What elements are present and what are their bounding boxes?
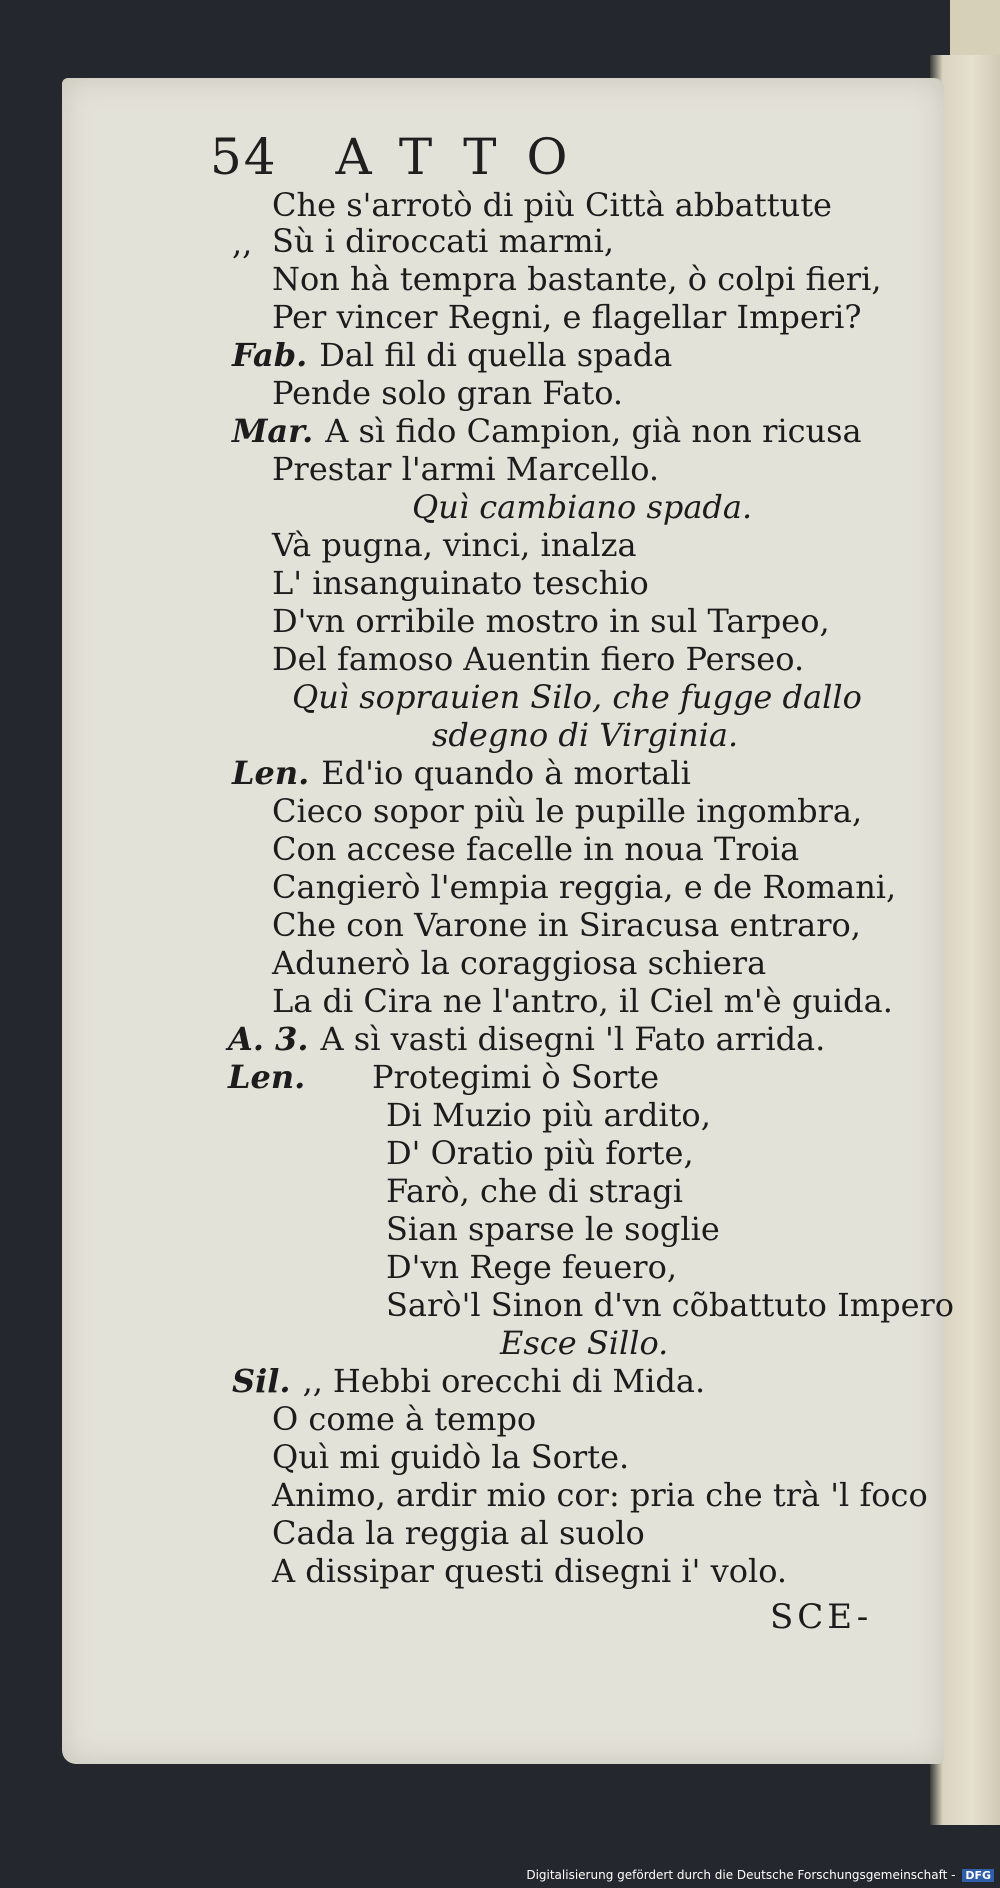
text-line: Fab. Dal fil di quella spada [232, 336, 673, 374]
text-line: Sù i diroccati marmi, [272, 222, 615, 260]
text-line: Mar. A sì fido Campion, già non ricusa [232, 412, 862, 450]
stage-direction: Quì soprauien Silo, che fugge dallo [292, 678, 862, 716]
text-line: La di Cira ne l'antro, il Ciel m'è guida. [272, 982, 893, 1020]
quote-mark: ,, [302, 1362, 323, 1400]
text-line: D'vn Rege feuero, [386, 1248, 677, 1286]
text-line: Adunerò la coraggiosa schiera [272, 944, 767, 982]
text-line: Non hà tempra bastante, ò colpi fieri, [272, 260, 882, 298]
speaker-label: Fab. [232, 336, 308, 374]
speaker-label: Len. [228, 1058, 306, 1096]
speaker-label: Mar. [232, 412, 314, 450]
text-line: A dissipar questi disegni i' volo. [272, 1552, 788, 1590]
text-line: Và pugna, vinci, inalza [272, 526, 637, 564]
text-line: L' insanguinato teschio [272, 564, 649, 602]
text-line: Sian sparse le soglie [386, 1210, 720, 1248]
text-line: O come à tempo [272, 1400, 537, 1438]
text-line: Del famoso Auentin fiero Perseo. [272, 640, 805, 678]
text-line: Quì mi guidò la Sorte. [272, 1438, 630, 1476]
text-line: D'vn orribile mostro in sul Tarpeo, [272, 602, 830, 640]
digitization-credit [526, 1868, 994, 1882]
text-line: Prestar l'armi Marcello. [272, 450, 660, 488]
speaker-label: Len. [232, 754, 310, 792]
stage-direction: Esce Sillo. [500, 1324, 669, 1362]
stage-direction: Quì cambiano spada. [412, 488, 753, 526]
speaker-label: Sil. [232, 1362, 291, 1400]
text-line: Che con Varone in Siracusa entraro, [272, 906, 861, 944]
running-title: ATTO [335, 128, 598, 186]
page-number: 54 [210, 128, 278, 186]
text-line: Di Muzio più ardito, [386, 1096, 711, 1134]
catchword: SCE- [770, 1597, 873, 1637]
text-line: Con accese facelle in noua Troia [272, 830, 800, 868]
text-line: Sarò'l Sinon d'vn cõbattuto Impero [386, 1286, 955, 1324]
text-line: Farò, che di stragi [386, 1172, 683, 1210]
text-line: Cangierò l'empia reggia, e de Romani, [272, 868, 897, 906]
text-line: Che s'arrotò di più Città abbattute [272, 186, 832, 224]
text-line: Cada la reggia al suolo [272, 1514, 645, 1552]
speaker-label: A. 3. [228, 1020, 309, 1058]
text-line: Animo, ardir mio cor: pria che trà 'l foco [272, 1476, 928, 1514]
text-line: Sil. ,, Hebbi orecchi di Mida. [232, 1362, 706, 1400]
text-line: D' Oratio più forte, [386, 1134, 694, 1172]
quote-mark: ,, [232, 224, 253, 262]
text-line: Cieco sopor più le pupille ingombra, [272, 792, 863, 830]
credit-text: Digitalisierung gefördert durch die Deutsche Forschungsgemeinschaft - [526, 1868, 956, 1882]
next-page-edge [950, 0, 1000, 60]
text-line: Len. Ed'io quando à mortali [232, 754, 691, 792]
stage-direction: sdegno di Virginia. [432, 716, 739, 754]
page-header [210, 128, 598, 186]
text-line: Per vincer Regni, e flagellar Imperi? [272, 298, 862, 336]
text-line: Pende solo gran Fato. [272, 374, 624, 412]
text-line: Protegimi ò Sorte [372, 1058, 660, 1096]
dfg-logo: DFG [962, 1869, 994, 1882]
text-line: A. 3. A sì vasti disegni 'l Fato arrida. [228, 1020, 826, 1058]
